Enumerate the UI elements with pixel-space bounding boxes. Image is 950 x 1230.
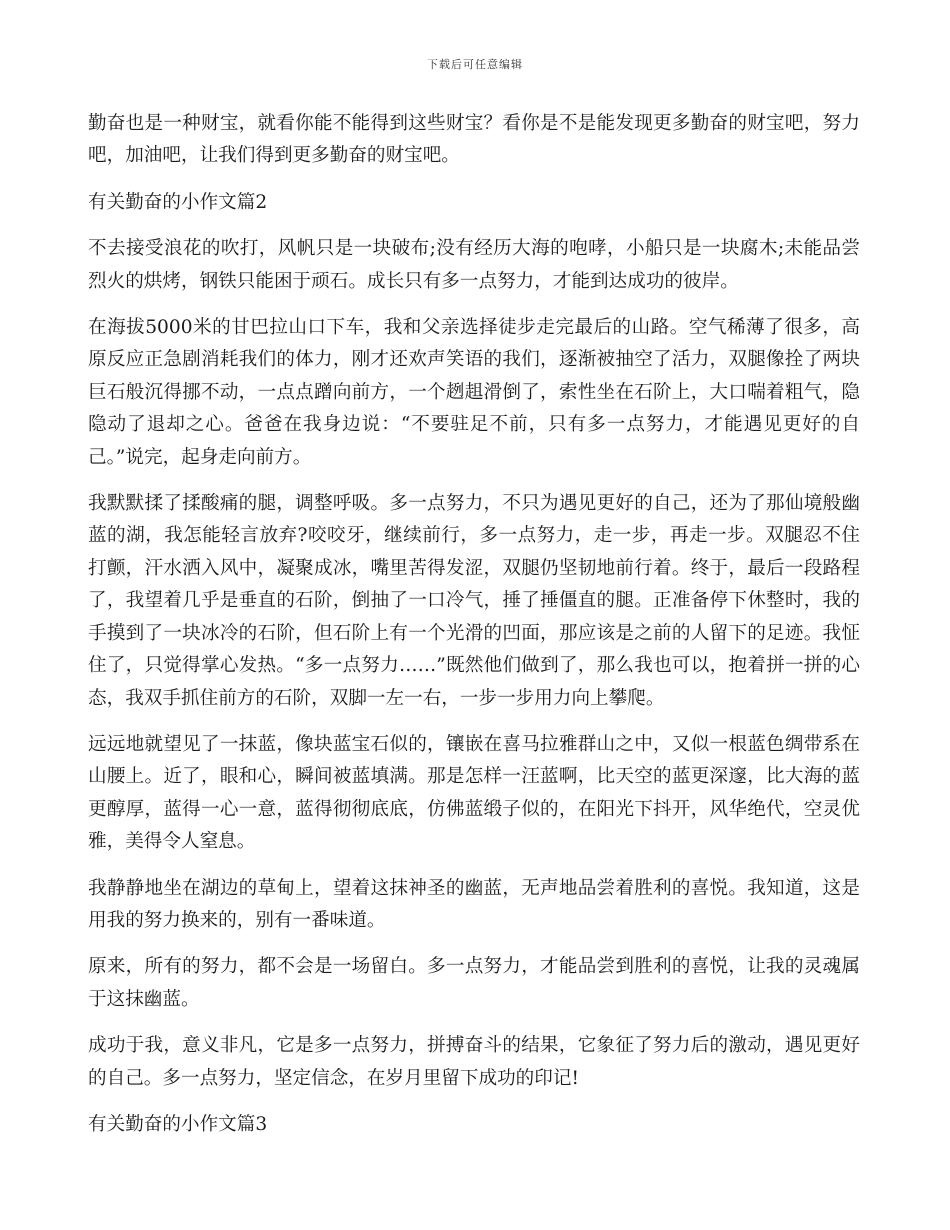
page-header-note: 下载后可任意编辑 — [427, 58, 523, 71]
section-heading: 有关勤奋的小作文篇2 — [88, 191, 268, 213]
paragraph: 远远地就望见了一抹蓝，像块蓝宝石似的，镶嵌在喜马拉雅群山之中，又似一根蓝色绸带系在山腰上。近了，眼和心，瞬间被蓝填满。那是怎样一汪蓝啊，比天空的蓝更深邃，比大海的蓝更醇厚，蓝得一心一意，蓝得彻彻底底，仿佛蓝缎子似的，在阳光下抖开，风华绝代，空灵优雅，美得令人窒息。 — [88, 733, 860, 853]
paragraph: 成功于我，意义非凡，它是多一点努力，拼搏奋斗的结果，它象征了努力后的激动，遇见更好的自己。多一点努力，坚定信念，在岁月里留下成功的印记! — [88, 1035, 860, 1089]
paragraph: 不去接受浪花的吹打，风帆只是一块破布;没有经历大海的咆哮，小船只是一块腐木;未能品尝烈火的烘烤，钢铁只能困于顽石。成长只有多一点努力，才能到达成功的彼岸。 — [88, 238, 860, 292]
paragraph: 勤奋也是一种财宝，就看你能不能得到这些财宝？看你是不是能发现更多勤奋的财宝吧，努力吧，加油吧，让我们得到更多勤奋的财宝吧。 — [88, 113, 860, 167]
paragraph: 在海拔5000米的甘巴拉山口下车，我和父亲选择徒步走完最后的山路。空气稀薄了很多，高原反应正急剧消耗我们的体力，刚才还欢声笑语的我们，逐渐被抽空了活力，双腿像拴了两块巨石般沉得挪不动，一点点蹭向前方，一个趔趄滑倒了，索性坐在石阶上，大口喘着粗气，隐隐动了退却之心。爸爸在我身边说：“不要驻足不前，只有多一点努力，才能遇见更好的自己。”说完，起身走向前方。 — [88, 317, 860, 468]
document-body — [88, 108, 860, 1155]
section-heading: 有关勤奋的小作文篇3 — [88, 1113, 268, 1135]
paragraph: 原来，所有的努力，都不会是一场留白。多一点努力，才能品尝到胜利的喜悦，让我的灵魂属于这抹幽蓝。 — [88, 956, 860, 1010]
paragraph: 我默默揉了揉酸痛的腿，调整呼吸。多一点努力，不只为遇见更好的自己，还为了那仙境般幽蓝的湖，我怎能轻言放弃?咬咬牙，继续前行，多一点努力，走一步，再走一步。双腿忍不住打颤，汗水洒入风中，凝聚成冰，嘴里苦得发涩，双腿仍坚韧地前行着。终于，最后一段路程了，我望着几乎是垂直的石阶，倒抽了一口冷气，捶了捶僵直的腿。正准备停下休整时，我的手摸到了一块冰冷的石阶，但石阶上有一个光滑的凹面，那应该是之前的人留下的足迹。我怔住了，只觉得掌心发热。“多一点努力……”既然他们做到了，那么我也可以，抱着拼一拼的心态，我双手抓住前方的石阶，双脚一左一右，一步一步用力向上攀爬。 — [88, 493, 860, 709]
paragraph: 我静静地坐在湖边的草甸上，望着这抹神圣的幽蓝，无声地品尝着胜利的喜悦。我知道，这是用我的努力换来的，别有一番味道。 — [88, 877, 860, 931]
